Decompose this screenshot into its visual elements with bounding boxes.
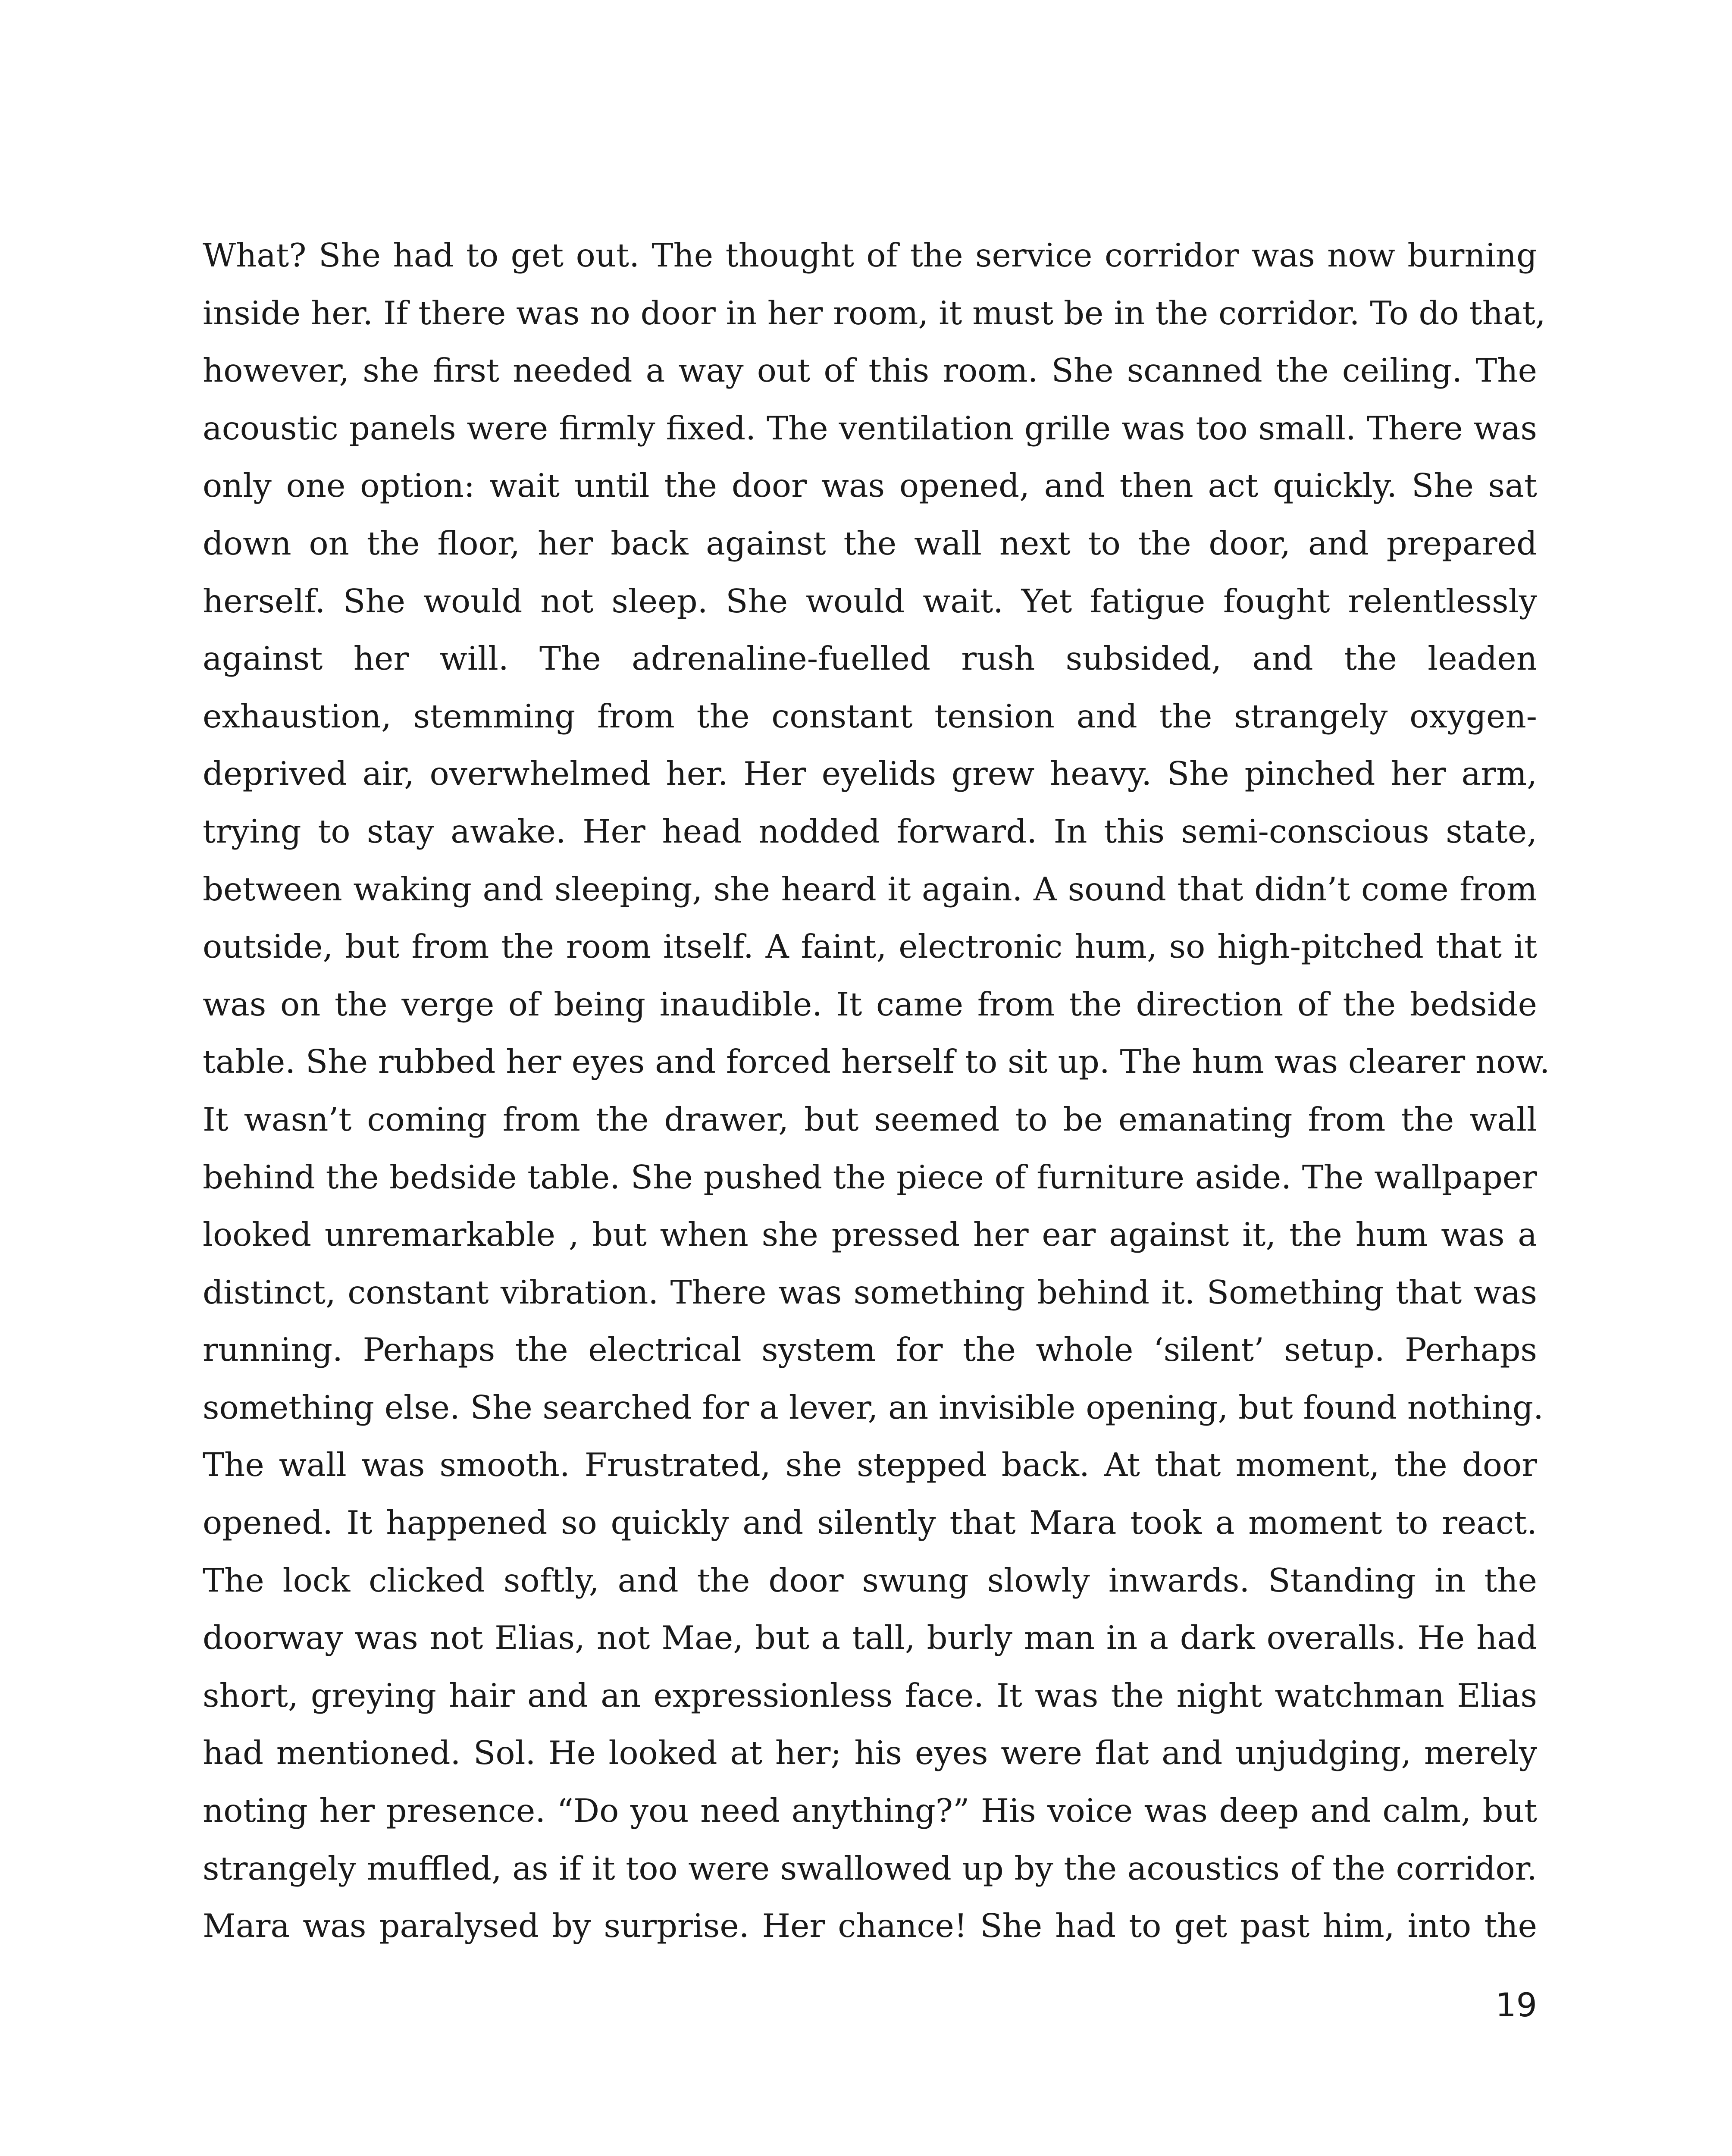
- text-line: only one option: wait until the door was opened, and then act quickly. She sat: [203, 467, 1537, 505]
- text-line: inside her. If there was no door in her room, it must be in the corridor. To do that,: [203, 294, 1546, 332]
- text-line: down on the floor, her back against the wall next to the door, and prepared: [203, 524, 1537, 562]
- text-line: however, she first needed a way out of this room. She scanned the ceiling. The: [203, 351, 1537, 390]
- text-line: between waking and sleeping, she heard it again. A sound that didn’t come from: [203, 870, 1537, 908]
- text-line: against her will. The adrenaline-fuelled rush subsided, and the leaden: [203, 639, 1537, 678]
- text-line: herself. She would not sleep. She would wait. Yet fatigue fought relentlessly: [203, 582, 1537, 620]
- text-line: What? She had to get out. The thought of the service corridor was now burning: [203, 236, 1537, 274]
- text-line: behind the bedside table. She pushed the piece of furniture aside. The wallpaper: [203, 1158, 1537, 1196]
- text-line: noting her presence. “Do you need anything?” His voice was deep and calm, but: [203, 1792, 1537, 1830]
- text-line: deprived air, overwhelmed her. Her eyelids grew heavy. She pinched her arm,: [203, 755, 1537, 793]
- text-line: exhaustion, stemming from the constant tension and the strangely oxygen-: [203, 697, 1537, 735]
- text-line: outside, but from the room itself. A faint, electronic hum, so high-pitched that it: [203, 928, 1537, 966]
- text-line: was on the verge of being inaudible. It came from the direction of the bedside: [203, 985, 1537, 1023]
- text-line: looked unremarkable , but when she pressed her ear against it, the hum was a: [203, 1216, 1537, 1254]
- text-line: doorway was not Elias, not Mae, but a tall, burly man in a dark overalls. He had: [203, 1619, 1537, 1657]
- text-line: running. Perhaps the electrical system for the whole ‘silent’ setup. Perhaps: [203, 1331, 1537, 1369]
- text-line: had mentioned. Sol. He looked at her; his eyes were flat and unjudging, merely: [203, 1734, 1537, 1772]
- text-line: strangely muffled, as if it too were swallowed up by the acoustics of the corridor.: [203, 1849, 1537, 1887]
- text-line: opened. It happened so quickly and silently that Mara took a moment to react.: [203, 1504, 1537, 1542]
- body-text: [203, 227, 1550, 1955]
- text-line: The wall was smooth. Frustrated, she stepped back. At that moment, the door: [203, 1446, 1537, 1484]
- text-line: It wasn’t coming from the drawer, but seemed to be emanating from the wall: [203, 1100, 1537, 1138]
- text-line: table. She rubbed her eyes and forced herself to sit up. The hum was clearer now.: [203, 1043, 1550, 1081]
- text-line: The lock clicked softly, and the door swung slowly inwards. Standing in the: [203, 1561, 1537, 1599]
- text-line: something else. She searched for a lever, an invisible opening, but found nothing.: [203, 1388, 1544, 1426]
- text-line: Mara was paralysed by surprise. Her chance! She had to get past him, into the: [203, 1907, 1537, 1945]
- text-line: trying to stay awake. Her head nodded forward. In this semi-conscious state,: [203, 812, 1537, 850]
- page-number: 19: [1495, 1986, 1537, 2024]
- text-line: acoustic panels were firmly fixed. The ventilation grille was too small. There was: [203, 409, 1537, 447]
- text-line: distinct, constant vibration. There was something behind it. Something that was: [203, 1273, 1537, 1311]
- text-line: short, greying hair and an expressionless face. It was the night watchman Elias: [203, 1676, 1537, 1714]
